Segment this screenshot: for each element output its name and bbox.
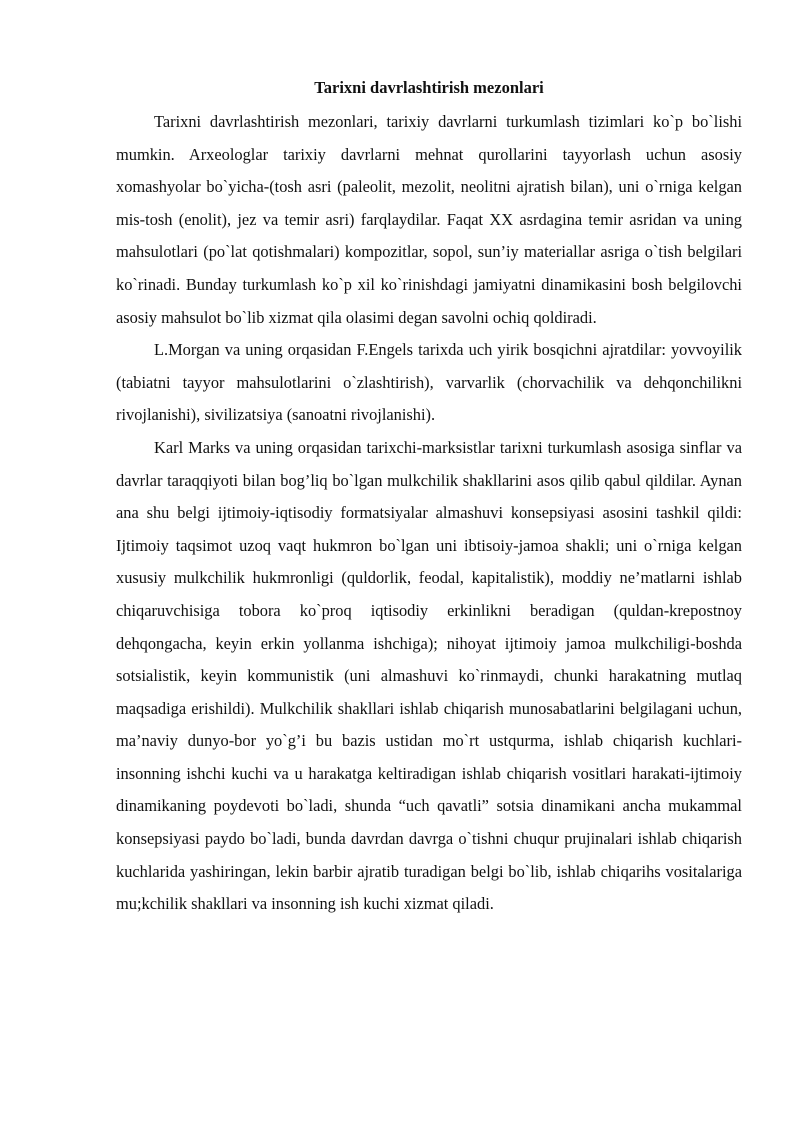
paragraph-marx-formations: Karl Marks va uning orqasidan tarixchi-marksistlar tarixni turkumlash asosiga sinflar va davrlar taraqqiyoti bilan bog’liq bo`lgan mulkchilik shakllarini asos qilib qabul qildilar. Aynan ana shu belgi ijtimoiy-iqtisodiy formatsiyalar almashuvi konsepsiyasi asosini tashkil qildi: Ijtimoiy taqsimot uzoq vaqt hukmron bo`lgan uni ibtisoiy-jamoa shakli; uni o`rniga kelgan xususiy mulkchilik hukmronligi (quldorlik, feodal, kapitalistik), moddiy ne’matlarni ishlab chiqaruvchisiga tobora ko`proq iqtisodiy erkinlikni beradigan (quldan-krepostnoy dehqongacha, keyin erkin yollanma ishchiga); nihoyat ijtimoiy jamoa mulkchiligi-boshda sotsialistik, keyin kommunistik (uni almashuvi ko`rinmaydi, chunki harakatning mutlaq maqsadiga erishildi). Mulkchilik shakllari ishlab chiqarish munosabatlarini belgilagani uchun, ma’naviy dunyo-bor yo`g’i bu bazis ustidan mo`rt ustqurma, ishlab chiqarish kuchlari-insonning ishchi kuchi va u harakatga keltiradigan ishlab chiqarish vositlari harakati-ijtimoiy dinamikaning poydevoti bo`ladi, shunda “uch qavatli” sotsia dinamikani ancha mukammal konsepsiyasi paydo bo`ladi, bunda davrdan davrga o`tishni chuqur prujinalari ishlab chiqarish kuchlarida yashiringan, lekin barbir ajratib turadigan belgi bo`lib, ishlab chiqarihs vositalariga mu;kchilik shakllari va insonning ish kuchi xizmat qiladi. [116,437,742,914]
paragraph-morgan-engels: L.Morgan va uning orqasidan F.Engels tarixda uch yirik bosqichni ajratdilar: yovvoyilik (tabiatni tayyor mahsulotlarini o`zlashtirish), varvarlik (chorvachilik va dehqonchilikni rivojlanishi), sivilizatsiya (sanoatni rivojlanishi). [116,340,742,425]
document-title: Tarixni davrlashtirish mezonlari [314,78,544,97]
paragraph-periodization-criteria: Tarixni davrlashtirish mezonlari, tarixiy davrlarni turkumlash tizimlari ko`p bo`lishi mumkin. Arxeologlar tarixiy davrlarni mehnat qurollarini tayyorlash uchun asosiy xomashyolar bo`yicha-(tosh asri (paleolit, mezolit, neolitni ajratish bilan), uni o`rniga kelgan mis-tosh (enolit), jez va temir asri) farqlaydilar. Faqat XX asrdagina temir asridan va uning mahsulotlari (po`lat qotishmalari) kompozitlar, sopol, sun’iy materiallar asriga o`tish belgilari ko`rinadi. Bunday turkumlash ko`p xil ko`rinishdagi jamiyatni dinamikasini bosh belgilovchi asosiy mahsulot bo`lib xizmat qila olasimi degan savolni ochiq qoldiradi. [116,112,742,327]
